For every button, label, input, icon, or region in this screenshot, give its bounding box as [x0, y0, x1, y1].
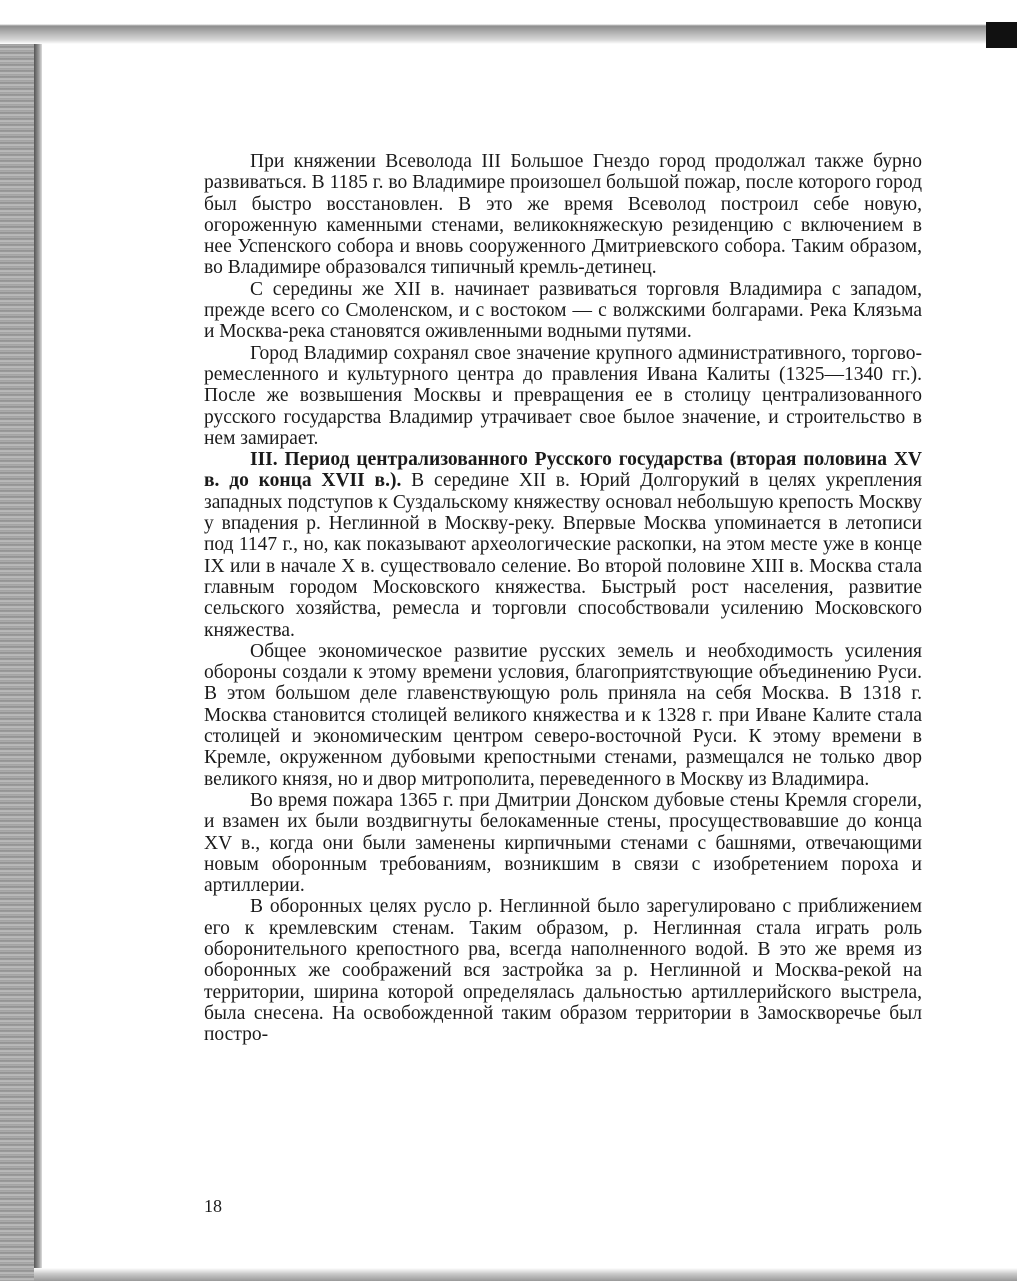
page-number: 18 [204, 1196, 222, 1216]
paragraph: С середины же XII в. начинает развиваться торговля Владимира с западом, прежде всего со Смоленском, и с востоком — с волжскими болгарами. Река Клязьма и Москва-река становятся оживленными водными путями. [204, 278, 922, 343]
page-body-text [204, 151, 922, 1045]
paragraph: Город Владимир сохранял свое значение крупного административного, торгово-ремесленного и культурного центра до правления Ивана Калиты (1325—1340 гг.). После же возвышения Москвы и превращения ее в столицу централизованного русского государства Владимир утрачивает свое былое значение, и строительство в нем замирает. [204, 342, 922, 449]
page-bottom-edge [34, 1268, 1017, 1281]
book-spine-shadow [0, 0, 34, 1281]
paragraph: Во время пожара 1365 г. при Дмитрии Донском дубовые стены Кремля сгорели, и взамен их были воздвигнуты белокаменные стены, просуществовавшие до конца XV в., когда они были заменены кирпичными стенами с башнями, отвечающими новым оборонным требованиям, возникшим в связи с изобретением пороха и артиллерии. [204, 789, 922, 897]
paragraph: В оборонных целях русло р. Неглинной было зарегулировано с приближением его к кремлевским стенам. Таким образом, р. Неглинная стала играть роль оборонительного крепостного рва, всегда наполненного водой. В это же время из оборонных же соображений вся застройка за р. Неглинной и Москва-рекой на территории, ширина которой определялась дальностью артиллерийского выстрела, была снесена. На освобожденной таким образом территории в Замоскворечье был постро- [204, 896, 922, 1046]
paragraph: При княжении Всеволода III Большое Гнездо город продолжал также бурно развиваться. В 1185 г. во Владимире произошел большой пожар, после которого город был быстро восстановлен. В это же время Всеволод построил себе новую, огороженную каменными стенами, великокняжескую резиденцию с включением в нее Успенского собора и вновь сооруженного Дмитриевского собора. Таким образом, во Владимире образовался типичный кремль-детинец. [204, 151, 922, 279]
section-paragraph [204, 449, 922, 641]
page-gutter-edge [34, 28, 42, 1274]
page-top-edge [0, 0, 1017, 44]
paragraph: Общее экономическое развитие русских земель и необходимость усиления обороны создали к этому времени условия, благоприятствующие объединению Руси. В этом большом деле главенствующую роль приняла на себя Москва. В 1318 г. Москва становится столицей великого княжества и к 1328 г. при Иване Калите стала столицей и экономическим центром северо-восточной Руси. К этому времени в Кремле, окруженном дубовыми крепостными стенами, размещался не только двор великого князя, но и двор митрополита, переведенного в Москву из Владимира. [204, 640, 922, 790]
section-heading: III. Период централизованного Русского государства (вторая половина XV в. до конца XVII в.). [204, 449, 922, 492]
section-text: В середине XII в. Юрий Долгорукий в целях укрепления западных подступов к Суздальскому княжеству основал небольшую крепость Москву у впадения р. Неглинной в Москву-реку. Впервые Москва упоминается в летописи под 1147 г., но, как показывают археологические раскопки, на этом месте уже в конце IX или в начале X в. существовало селение. Во второй половине XIII в. Москва стала главным городом Московского княжества. Быстрый рост населения, развитие сельского хозяйства, ремесла и торговли способствовали усилению Московского княжества. [204, 470, 922, 641]
scan-corner-mark [986, 22, 1017, 48]
